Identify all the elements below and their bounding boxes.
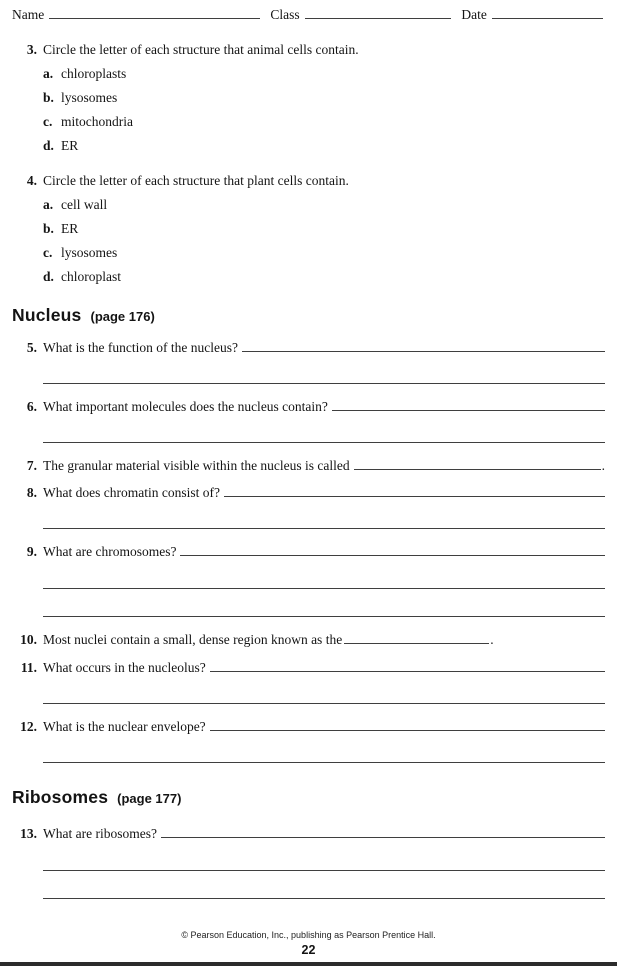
choice-letter: c.: [43, 113, 53, 129]
question-text: What important molecules does the nucleus contain?: [43, 398, 328, 414]
date-blank: [492, 17, 603, 19]
answer-blank: [180, 553, 605, 556]
header: [12, 0, 605, 23]
choice-item: [43, 217, 605, 241]
question-4: [12, 173, 605, 190]
question-number: 10.: [20, 632, 37, 648]
choice-letter: c.: [43, 244, 53, 260]
question-number: 8.: [26, 485, 37, 501]
question-number: 5.: [26, 339, 37, 355]
section-title: Nucleus: [12, 304, 82, 325]
answer-line: [43, 736, 605, 763]
question-suffix: .: [601, 457, 605, 473]
question-number: 4.: [26, 172, 37, 188]
answer-blank: [344, 641, 489, 644]
answer-blank: [332, 408, 605, 411]
question-text: What is the function of the nucleus?: [43, 339, 238, 355]
choice-item: [43, 110, 605, 134]
choice-item: [43, 193, 605, 217]
question-text: What does chromatin consist of?: [43, 485, 220, 501]
answer-blank: [161, 835, 605, 838]
choice-text: chloroplast: [61, 268, 121, 284]
answer-blank: [210, 669, 605, 672]
choice-item: [43, 241, 605, 265]
answer-line: [43, 357, 605, 384]
choice-text: cell wall: [61, 196, 108, 212]
answer-blank: [210, 728, 605, 731]
class-label: Class: [270, 7, 300, 22]
answer-blank: [354, 467, 601, 470]
choice-text: ER: [61, 220, 79, 236]
question-4-choices: [43, 193, 605, 289]
choice-letter: d.: [43, 268, 54, 284]
choice-letter: d.: [43, 137, 54, 153]
answer-blank: [224, 494, 605, 497]
answer-line: [43, 843, 605, 871]
footer: [12, 930, 605, 970]
answer-line: [43, 871, 605, 899]
page-number: 22: [301, 943, 316, 957]
question-suffix: .: [490, 632, 494, 648]
page-reference: (page 177): [117, 790, 182, 806]
question-3-choices: [43, 62, 605, 158]
choice-text: ER: [61, 137, 79, 153]
answer-line: [43, 416, 605, 443]
choice-item: [43, 265, 605, 289]
section-heading-nucleus: [12, 305, 605, 326]
question-11: [12, 660, 605, 677]
question-13: [12, 826, 605, 843]
choice-text: mitochondria: [61, 113, 133, 129]
choice-letter: b.: [43, 220, 54, 236]
answer-blank: [242, 349, 605, 352]
page-bottom-edge: [0, 962, 617, 966]
question-6: [12, 399, 605, 416]
question-text: What are chromosomes?: [43, 544, 177, 560]
section-heading-ribosomes: [12, 787, 605, 808]
answer-line: [43, 502, 605, 529]
question-number: 12.: [20, 718, 37, 734]
question-10: [12, 632, 605, 649]
question-7: [12, 458, 605, 475]
choice-text: chloroplasts: [61, 65, 127, 81]
choice-letter: a.: [43, 196, 54, 212]
question-text: What is the nuclear envelope?: [43, 718, 206, 734]
question-5: [12, 340, 605, 357]
question-text: Circle the letter of each structure that plant cells contain.: [43, 172, 349, 188]
choice-item: [43, 62, 605, 86]
choice-text: lysosomes: [61, 89, 118, 105]
name-label: Name: [12, 7, 45, 22]
class-blank: [305, 17, 452, 19]
choice-item: [43, 134, 605, 158]
answer-line: [43, 677, 605, 704]
question-12: [12, 719, 605, 736]
question-text: The granular material visible within the nucleus is called: [43, 457, 350, 473]
question-9: [12, 544, 605, 561]
question-3: [12, 42, 605, 59]
choice-letter: a.: [43, 65, 54, 81]
question-text: Circle the letter of each structure that animal cells contain.: [43, 42, 359, 57]
date-label: Date: [461, 7, 487, 22]
question-text: What occurs in the nucleolus?: [43, 660, 206, 675]
section-title: Ribosomes: [12, 786, 109, 807]
question-number: 7.: [26, 457, 37, 473]
question-number: 3.: [26, 42, 37, 57]
question-number: 11.: [20, 660, 37, 675]
page-reference: (page 176): [90, 308, 155, 324]
choice-letter: b.: [43, 89, 54, 105]
question-8: [12, 485, 605, 502]
answer-line: [43, 561, 605, 589]
choice-item: [43, 86, 605, 110]
choice-text: lysosomes: [61, 244, 118, 260]
question-text: Most nuclei contain a small, dense region known as the: [43, 632, 343, 648]
name-blank: [49, 17, 260, 19]
question-text: What are ribosomes?: [43, 825, 157, 841]
question-number: 6.: [26, 398, 37, 414]
copyright-text: © Pearson Education, Inc., publishing as Pearson Prentice Hall.: [181, 930, 436, 940]
question-number: 13.: [20, 825, 37, 841]
answer-line: [43, 589, 605, 617]
question-number: 9.: [26, 544, 37, 560]
